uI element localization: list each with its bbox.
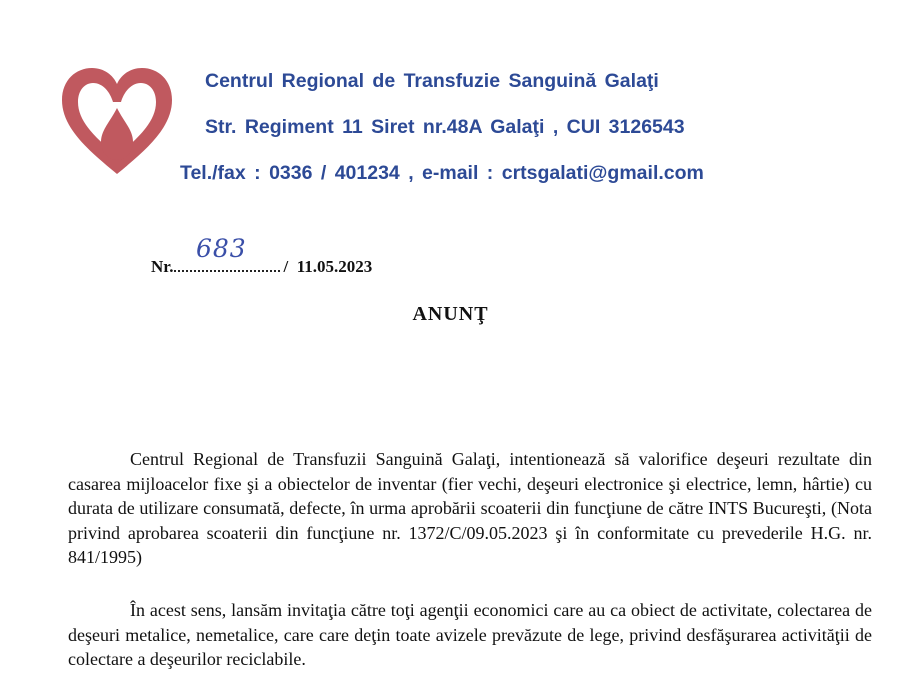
registration-label: Nr.: [151, 257, 174, 276]
heart-blood-drop-logo-icon: [58, 66, 176, 178]
paragraph-invitation: În acest sens, lansăm invitaţia către toţi agenţii economici care au ca obiect de activitate, colectarea de deşeuri metalice, nemetalice, care care deţin toate avizele prevăzute de lege, privind desfăşurarea activităţii de colectare a deşeurilor reciclabile.: [68, 600, 872, 669]
registration-separator: /: [283, 257, 289, 276]
institution-contact: Tel./fax : 0336 / 401234 , e-mail : crtsgalati@gmail.com: [180, 162, 704, 184]
handwritten-registration-number: 683: [196, 234, 247, 263]
institution-name: Centrul Regional de Transfuzie Sanguină Galaţi: [205, 70, 659, 92]
registration-line: [151, 257, 372, 277]
paragraph-announcement: Centrul Regional de Transfuzii Sanguină Galaţi, intentionează să valorifice deşeuri rezultate din casarea mijloacelor fixe şi a obiectelor de inventar (fier vechi, deşeuri electronice şi electrice, lemn, hârtie) cu durata de utilizare consumată, defecte, în urma aprobării scoaterii din funcţiune de către INTS Bucureşti, (Nota privind aprobarea scoaterii din funcţiune nr. 1372/C/09.05.2023 şi în conformitate cu prevederile H.G. nr. 841/1995): [68, 449, 872, 567]
registration-dotted-field: [174, 258, 280, 272]
institution-address: Str. Regiment 11 Siret nr.48A Galaţi , CUI 3126543: [205, 116, 685, 138]
registration-date: 11.05.2023: [296, 257, 373, 276]
document-title: ANUNŢ: [412, 303, 489, 325]
